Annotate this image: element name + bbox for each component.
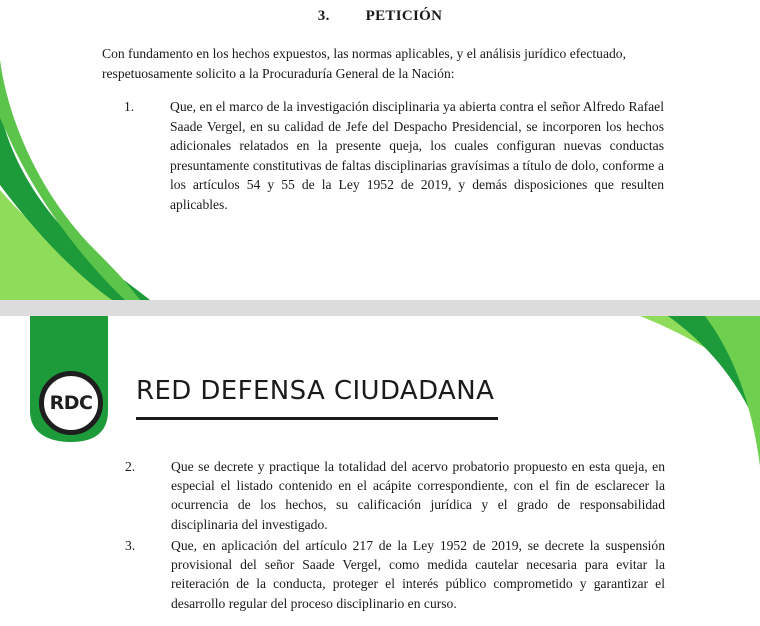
section-heading	[0, 8, 760, 25]
document-page-top	[0, 0, 760, 300]
intro-paragraph: Con fundamento en los hechos expuestos, las normas aplicables, y el análisis jurídico efectuado, respetuosamente solicito a la Procuraduría General de la Nación:	[102, 46, 626, 81]
item-number: 2.	[125, 459, 136, 474]
section-number: 3.	[317, 8, 330, 24]
item-number: 1.	[124, 99, 135, 114]
item-text: Que, en aplicación del artículo 217 de la Ley 1952 de 2019, se decrete la suspensión provisional del señor Saade Vergel, como medida cautelar necesaria para evitar la reiteración de la conducta, proteger el interés público comprometido y garantizar el desarrollo regular del proceso disciplinario en curso.	[171, 538, 665, 611]
item-number: 3.	[125, 538, 136, 553]
document-page-bottom	[0, 316, 760, 626]
brand-name: RED DEFENSA CIUDADANA	[136, 376, 495, 406]
logo-text: RDC	[49, 392, 93, 414]
section-title: PETICIÓN	[365, 8, 443, 24]
rdc-logo	[39, 371, 103, 435]
item-text: Que, en el marco de la investigación disciplinaria ya abierta contra el señor Alfredo Rafael Saade Vergel, en su calidad de Jefe del Despacho Presidencial, se incorporen los hechos adicionales relatados en la presente queja, los cuales configuran nuevas conductas presuntamente constitutivas de faltas disciplinarias gravísimas a título de dolo, conforme a los artículos 54 y 55 de la Ley 1952 de 2019, y demás disposiciones que resulten aplicables.	[170, 99, 664, 212]
item-text: Que se decrete y practique la totalidad del acervo probatorio propuesto en esta queja, en especial el listado contenido en el acápite correspondiente, con el fin de esclarecer la ocurrencia de los hechos, su calificación jurídica y el grado de responsabilidad disciplinaria del investigado.	[171, 459, 665, 532]
page-separator	[0, 300, 760, 316]
brand-underline	[136, 417, 498, 420]
